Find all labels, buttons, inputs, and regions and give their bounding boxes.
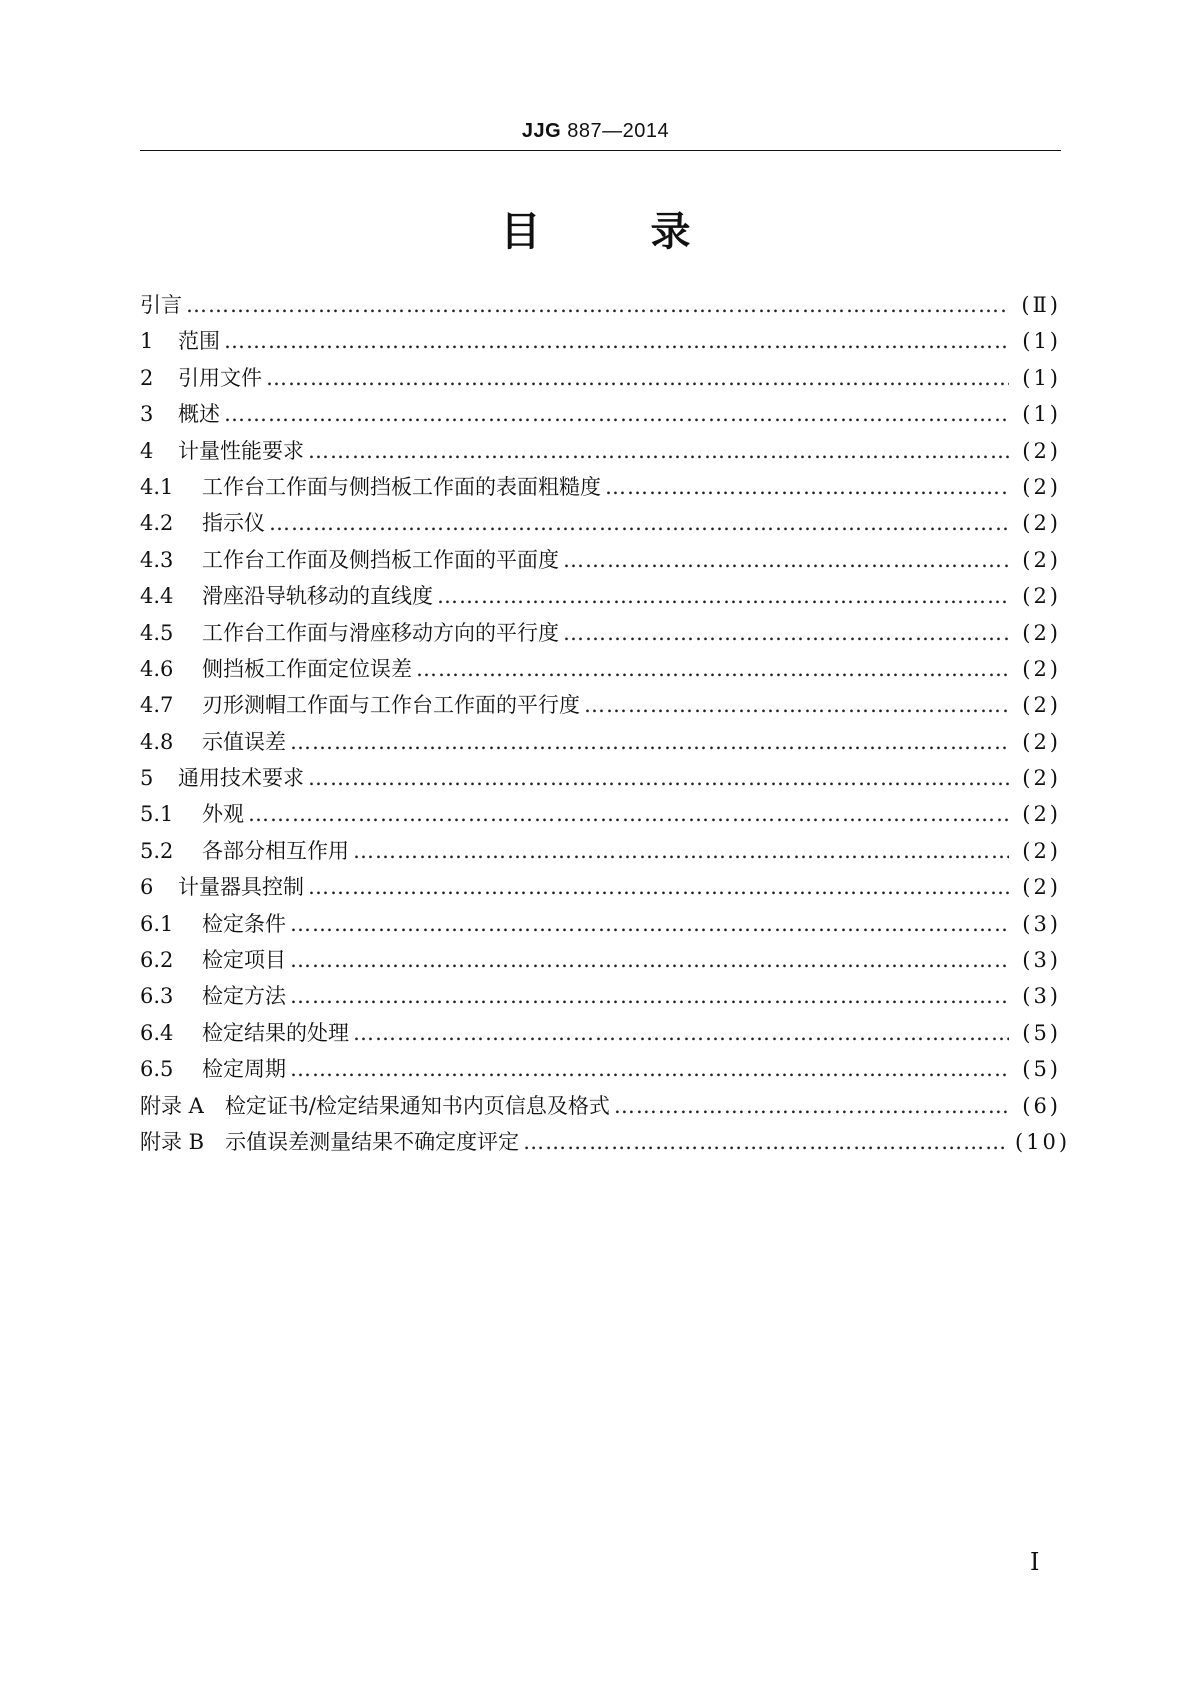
- toc-entry-page: (3): [1022, 948, 1061, 973]
- toc-leader-dots: [614, 1094, 1009, 1118]
- toc-entry-label: 滑座沿导轨移动的直线度: [202, 584, 433, 609]
- toc-entry-page: (1): [1022, 402, 1061, 427]
- toc-entry-page: (2): [1022, 729, 1061, 754]
- toc-entry-number: 4.3: [140, 547, 174, 572]
- toc-entry[interactable]: [140, 435, 1061, 471]
- toc-leader-dots: [269, 511, 1009, 535]
- toc-entry-label: 范围: [178, 329, 220, 354]
- toc-leader-dots: [584, 693, 1009, 717]
- toc-leader-dots: [563, 548, 1009, 572]
- toc-entry-number: 4.6: [140, 656, 174, 681]
- toc-entry-page: (2): [1022, 693, 1061, 718]
- toc-entry-number: 6.3: [140, 984, 174, 1009]
- toc-leader-dots: [416, 657, 1009, 681]
- toc-entry-number: 2: [140, 365, 154, 390]
- toc-entry[interactable]: [140, 980, 1061, 1016]
- toc-entry-number: 4: [140, 438, 154, 463]
- toc-leader-dots: [605, 475, 1009, 499]
- toc-leader-dots: [353, 839, 1009, 863]
- toc-leader-dots: [353, 1021, 1009, 1045]
- toc-entry-number: 5: [140, 766, 154, 791]
- toc-leader-dots: [308, 875, 1009, 899]
- toc-entry[interactable]: [140, 689, 1061, 725]
- toc-entry-number: 5.1: [140, 802, 174, 827]
- toc-entry-label: 各部分相互作用: [202, 838, 349, 863]
- toc-entry-label: 引用文件: [178, 365, 262, 390]
- toc-leader-dots: [248, 802, 1009, 826]
- toc-leader-dots: [290, 948, 1009, 972]
- toc-entry-number: 1: [140, 329, 154, 354]
- toc-leader-dots: [290, 1057, 1009, 1081]
- toc-entry[interactable]: [140, 362, 1061, 398]
- toc-entry-number: 4.7: [140, 693, 174, 718]
- toc-entry-label: 引言: [140, 293, 182, 317]
- toc-entry[interactable]: [140, 798, 1061, 834]
- toc-entry-label: 指示仪: [202, 511, 265, 536]
- toc-entry[interactable]: [140, 544, 1061, 580]
- toc-entry-number: 6.5: [140, 1057, 174, 1082]
- toc-entry-number: 6: [140, 875, 154, 900]
- toc-entry-page: (5): [1022, 1020, 1061, 1045]
- title-char-1: 目: [500, 209, 541, 255]
- toc-entry-page: (10): [1015, 1129, 1071, 1154]
- toc-entry[interactable]: [140, 835, 1061, 871]
- toc-entry-label: 工作台工作面与滑座移动方向的平行度: [202, 620, 559, 645]
- toc-leader-dots: [308, 766, 1009, 790]
- toc-entry[interactable]: [140, 726, 1061, 762]
- toc-entry-page: (2): [1022, 511, 1061, 536]
- toc-entry-label: 示值误差: [202, 729, 286, 754]
- toc-entry-page: (2): [1022, 620, 1061, 645]
- toc-entry[interactable]: [140, 1017, 1061, 1053]
- toc-entry-label: 检定方法: [202, 984, 286, 1009]
- page-folio: I: [1030, 1548, 1040, 1576]
- toc-entry-page: (2): [1022, 838, 1061, 863]
- toc-entry-number: 5.2: [140, 838, 174, 863]
- toc-entry[interactable]: [140, 1053, 1061, 1089]
- standard-code: JJG: [521, 120, 562, 142]
- toc-entry-label: 侧挡板工作面定位误差: [202, 656, 412, 681]
- toc-entry[interactable]: [140, 289, 1061, 325]
- title-char-2: 录: [650, 209, 691, 255]
- toc-entry-label: 概述: [178, 402, 220, 427]
- toc-entry-page: (2): [1022, 438, 1061, 463]
- toc-entry-page: (2): [1022, 474, 1061, 499]
- toc-entry-page: (Ⅱ): [1021, 293, 1061, 317]
- toc-leader-dots: [290, 912, 1009, 936]
- toc-entry[interactable]: [140, 944, 1061, 980]
- toc-entry[interactable]: [140, 398, 1061, 434]
- table-of-contents: [140, 289, 1071, 1162]
- toc-entry[interactable]: [140, 507, 1061, 543]
- toc-entry-label: 检定项目: [202, 948, 286, 973]
- toc-entry-label: 外观: [202, 802, 244, 827]
- page-title: [0, 200, 1191, 257]
- header-rule: [140, 150, 1061, 151]
- toc-leader-dots: [290, 730, 1009, 754]
- toc-entry[interactable]: [140, 471, 1061, 507]
- toc-entry-number: 4.4: [140, 584, 174, 609]
- toc-entry-page: (2): [1022, 802, 1061, 827]
- toc-entry[interactable]: [140, 580, 1061, 616]
- toc-entry[interactable]: [140, 653, 1061, 689]
- toc-entry-label: 检定周期: [202, 1057, 286, 1082]
- toc-entry-label: 检定条件: [202, 911, 286, 936]
- toc-entry[interactable]: [140, 908, 1061, 944]
- toc-entry-label: 计量器具控制: [178, 875, 304, 900]
- toc-entry-label: 计量性能要求: [178, 438, 304, 463]
- toc-entry[interactable]: [140, 325, 1061, 361]
- toc-leader-dots: [224, 402, 1009, 426]
- toc-entry[interactable]: [140, 617, 1061, 653]
- toc-entry-page: (2): [1022, 875, 1061, 900]
- toc-entry-page: (2): [1022, 656, 1061, 681]
- toc-entry-page: (1): [1022, 329, 1061, 354]
- toc-entry-label: 工作台工作面及侧挡板工作面的平面度: [202, 547, 559, 572]
- toc-entry-label: 刃形测帽工作面与工作台工作面的平行度: [202, 693, 580, 718]
- standard-number: 887—2014: [567, 120, 670, 142]
- toc-entry-label: 附录 A 检定证书/检定结果通知书内页信息及格式: [140, 1093, 610, 1118]
- toc-entry-number: 3: [140, 402, 154, 427]
- toc-entry-page: (2): [1022, 584, 1061, 609]
- toc-entry-number: 6.4: [140, 1020, 174, 1045]
- toc-entry[interactable]: [140, 762, 1061, 798]
- toc-leader-dots: [290, 984, 1009, 1008]
- toc-entry-label: 检定结果的处理: [202, 1020, 349, 1045]
- toc-entry-number: 4.5: [140, 620, 174, 645]
- toc-entry-page: (2): [1022, 766, 1061, 791]
- toc-leader-dots: [266, 366, 1009, 390]
- toc-entry-page: (3): [1022, 911, 1061, 936]
- toc-entry[interactable]: [140, 1126, 1071, 1162]
- toc-leader-dots: [523, 1130, 1009, 1154]
- toc-entry-page: (1): [1022, 365, 1061, 390]
- toc-entry-page: (5): [1022, 1057, 1061, 1082]
- toc-leader-dots: [186, 293, 1009, 317]
- toc-entry-number: 4.8: [140, 729, 174, 754]
- toc-entry-label: 通用技术要求: [178, 766, 304, 791]
- running-header: [0, 120, 1191, 143]
- toc-entry-label: 附录 B 示值误差测量结果不确定度评定: [140, 1129, 520, 1154]
- toc-entry[interactable]: [140, 1090, 1061, 1126]
- toc-leader-dots: [308, 439, 1009, 463]
- toc-entry-number: 4.2: [140, 511, 174, 536]
- toc-leader-dots: [437, 584, 1009, 608]
- toc-entry-number: 6.2: [140, 948, 174, 973]
- toc-leader-dots: [563, 621, 1009, 645]
- toc-entry-number: 6.1: [140, 911, 174, 936]
- toc-entry-page: (2): [1022, 547, 1061, 572]
- toc-entry[interactable]: [140, 871, 1061, 907]
- toc-entry-label: 工作台工作面与侧挡板工作面的表面粗糙度: [202, 474, 601, 499]
- toc-entry-page: (6): [1022, 1093, 1061, 1118]
- toc-entry-page: (3): [1022, 984, 1061, 1009]
- toc-entry-number: 4.1: [140, 474, 174, 499]
- toc-leader-dots: [224, 329, 1009, 353]
